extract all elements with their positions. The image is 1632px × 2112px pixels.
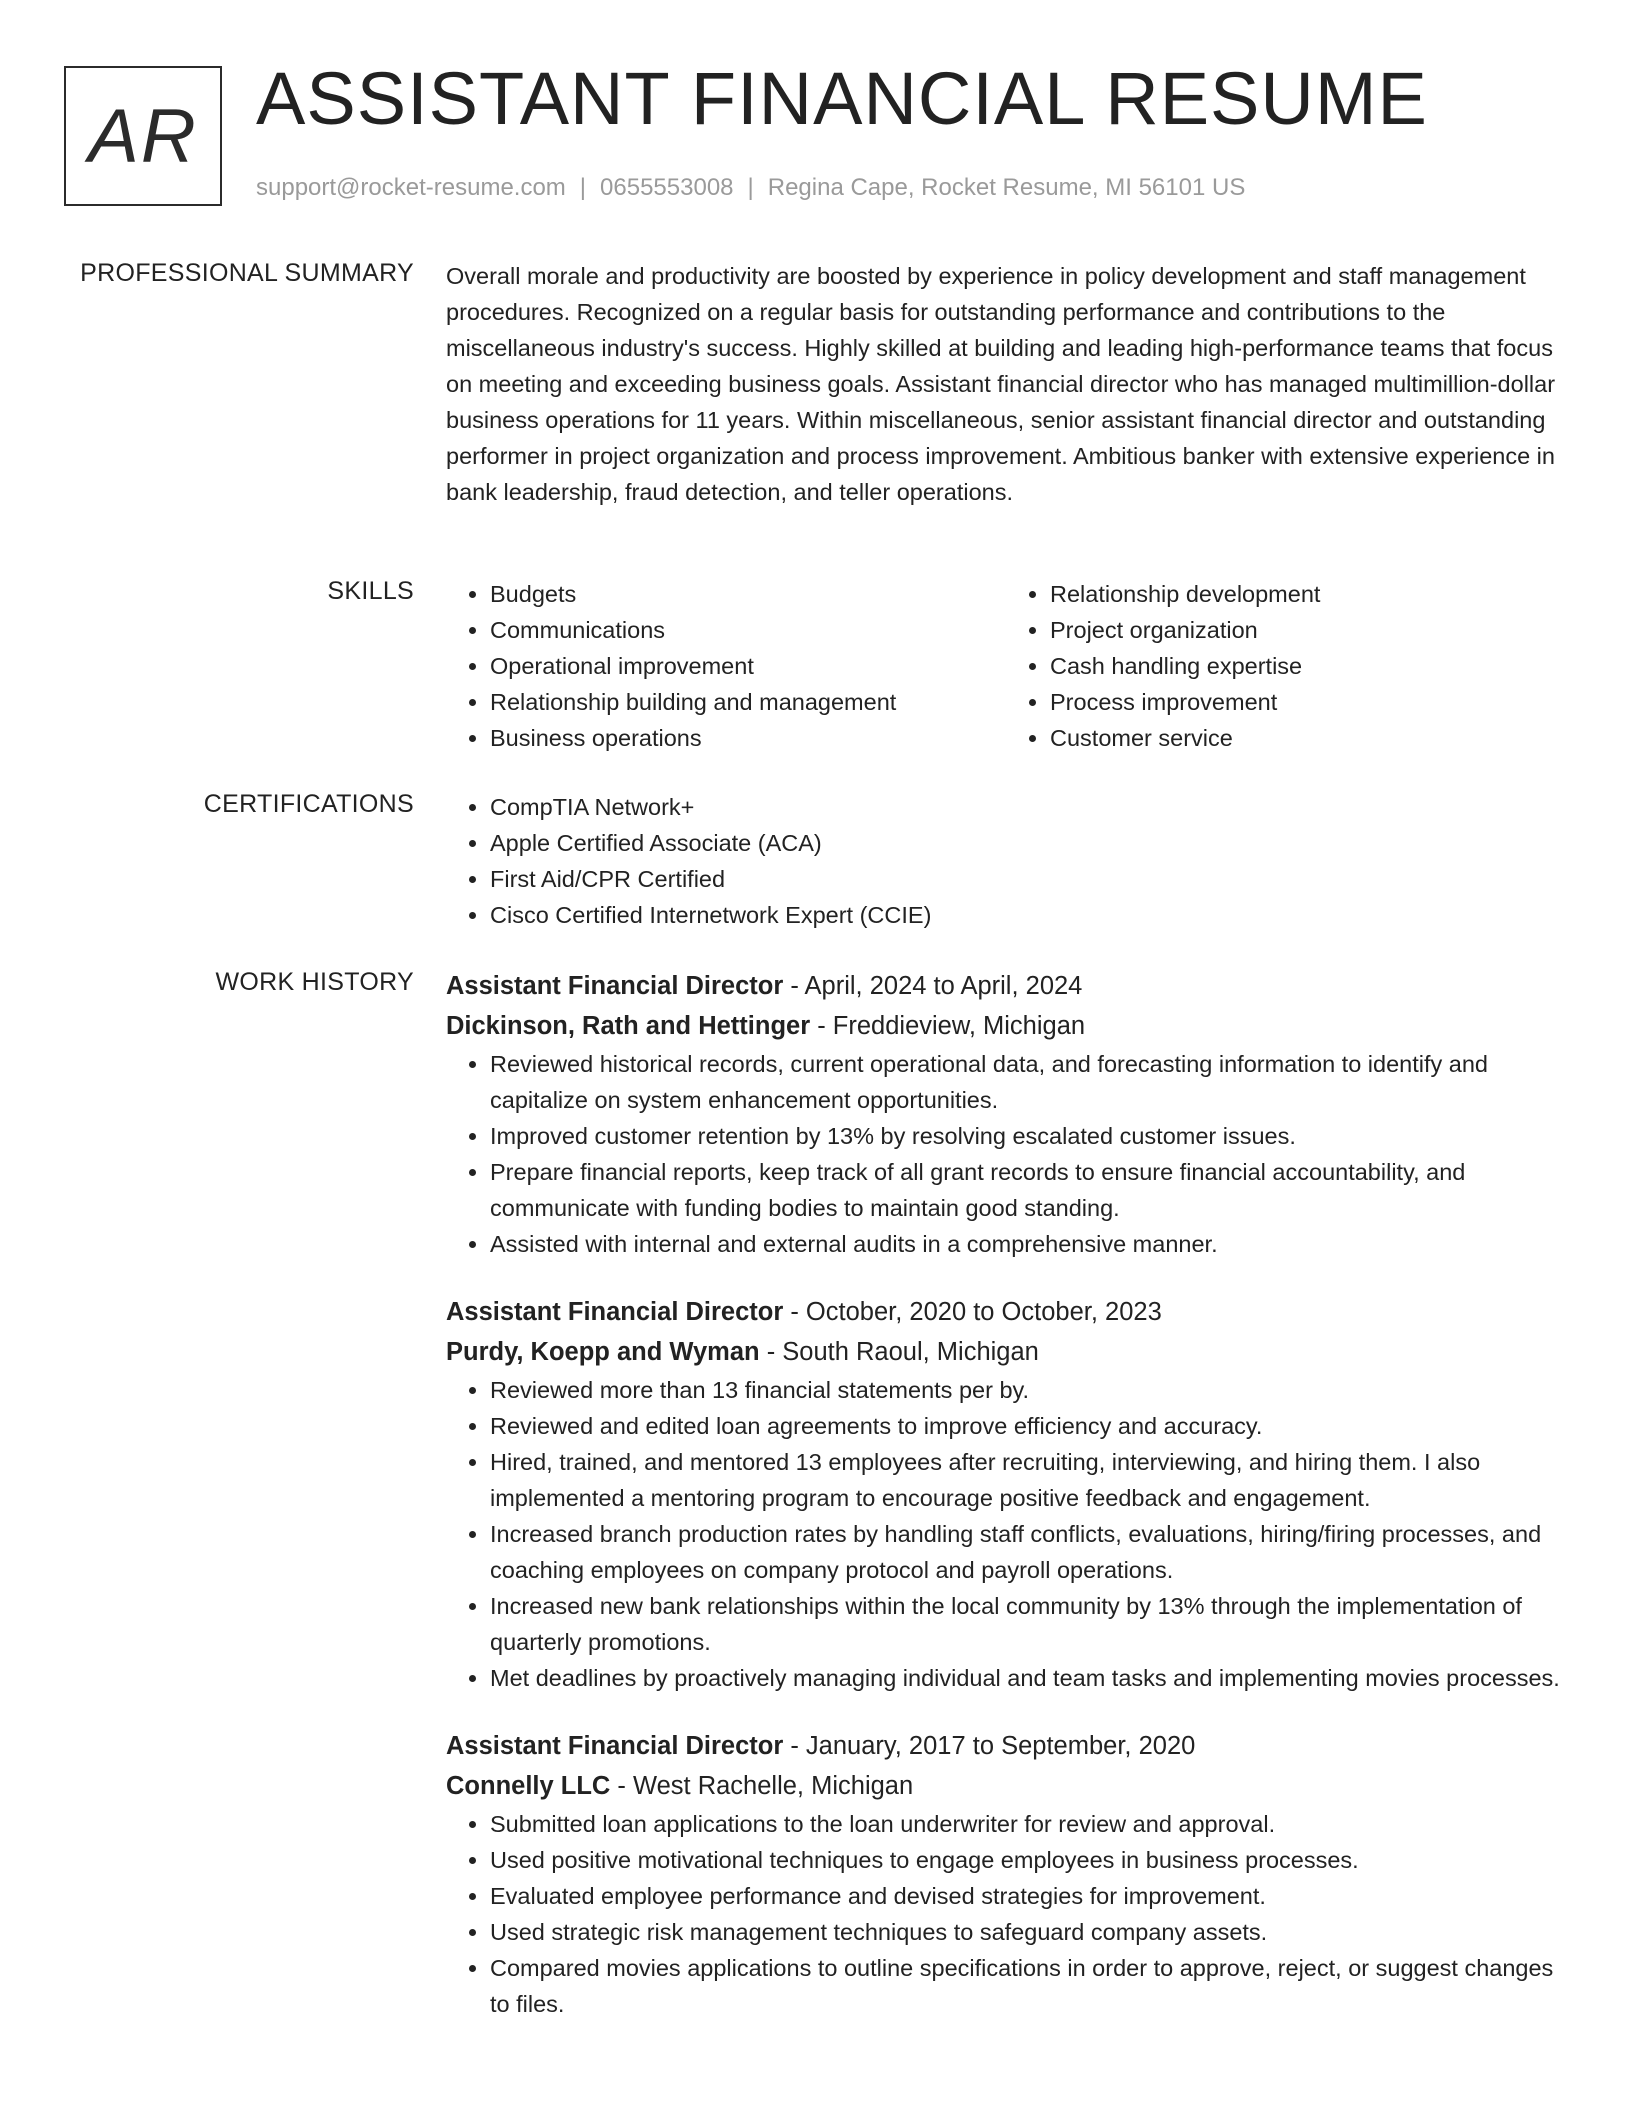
job-duty: • Compared movies applications to outline specifications in order to approve, reject, or suggest changes to files. [490, 1950, 1566, 2022]
skill-item: • Budgets [490, 576, 1006, 612]
certification-item: • Cisco Certified Internetwork Expert (CCIE) [490, 897, 1566, 933]
job-title-line [446, 1292, 1566, 1332]
job-title-line [446, 966, 1566, 1006]
job-dates: - October, 2020 to October, 2023 [783, 1298, 1162, 1326]
job-duty: • Reviewed more than 13 financial statements per by. [490, 1372, 1566, 1408]
job-duty: • Reviewed and edited loan agreements to improve efficiency and accuracy. [490, 1408, 1566, 1444]
monogram-initials: AR [88, 93, 198, 179]
contact-separator: | [579, 174, 587, 201]
skill-item: • Relationship building and management [490, 684, 1006, 720]
job-title-line [446, 1726, 1566, 1766]
job-company: Connelly LLC [446, 1772, 611, 1800]
job-duty: • Hired, trained, and mentored 13 employees after recruiting, interviewing, and hiring them. I also implemented a mentoring program to encourage positive feedback and engagement. [490, 1444, 1566, 1516]
skills-label: SKILLS [327, 577, 414, 605]
skill-item: • Cash handling expertise [1050, 648, 1566, 684]
job-company-line [446, 1332, 1566, 1372]
job-location: - South Raoul, Michigan [759, 1338, 1039, 1366]
job-duty: • Used strategic risk management techniques to safeguard company assets. [490, 1914, 1566, 1950]
job-duties-list [446, 1372, 1566, 1696]
contact-address: Regina Cape, Rocket Resume, MI 56101 US [767, 174, 1246, 201]
contact-line [256, 174, 1245, 202]
certification-item: • First Aid/CPR Certified [490, 861, 1566, 897]
skill-item: • Project organization [1050, 612, 1566, 648]
certification-item: • CompTIA Network+ [490, 789, 1566, 825]
job-duty: • Reviewed historical records, current operational data, and forecasting information to identify and capitalize on system enhancement opportunities. [490, 1046, 1566, 1118]
job-duties-list [446, 1806, 1566, 2022]
job-duty: • Submitted loan applications to the loan underwriter for review and approval. [490, 1806, 1566, 1842]
job-company: Purdy, Koepp and Wyman [446, 1338, 760, 1366]
summary-body [446, 258, 1566, 510]
job-company-line [446, 1766, 1566, 1806]
job-location: - Freddieview, Michigan [810, 1012, 1086, 1040]
job-entry [446, 966, 1566, 1262]
job-dates: - April, 2024 to April, 2024 [783, 972, 1083, 1000]
contact-phone: 0655553008 [600, 174, 734, 201]
job-duty: • Increased new bank relationships within the local community by 13% through the implementation of quarterly promotions. [490, 1588, 1566, 1660]
work-history-body [446, 966, 1566, 2052]
job-dates: - January, 2017 to September, 2020 [783, 1732, 1196, 1760]
skill-item: • Operational improvement [490, 648, 1006, 684]
certifications-body [446, 789, 1566, 933]
skills-list-left [446, 576, 1006, 756]
summary-text: Overall morale and productivity are boosted by experience in policy development and staff management procedures. Recognized on a regular basis for outstanding performance and contributions to the miscellaneous industry's success. Highly skilled at building and leading high-performance teams that focus on meeting and exceeding business goals. Assistant financial director who has managed multimillion-dollar business operations for 11 years. Within miscellaneous, senior assistant financial director and outstanding performer in project organization and process improvement. Ambitious banker with extensive experience in bank leadership, fraud detection, and teller operations. [446, 263, 1556, 505]
job-company-line [446, 1006, 1566, 1046]
job-duty: • Met deadlines by proactively managing individual and team tasks and implementing movies processes. [490, 1660, 1566, 1696]
job-title: Assistant Financial Director [446, 972, 784, 1000]
skills-grid [446, 576, 1566, 756]
monogram-badge [64, 66, 222, 206]
skill-item: • Relationship development [1050, 576, 1566, 612]
job-duty: • Improved customer retention by 13% by resolving escalated customer issues. [490, 1118, 1566, 1154]
job-duty: • Used positive motivational techniques to engage employees in business processes. [490, 1842, 1566, 1878]
summary-label: PROFESSIONAL SUMMARY [80, 259, 414, 287]
job-duty: • Evaluated employee performance and devised strategies for improvement. [490, 1878, 1566, 1914]
job-duty: • Assisted with internal and external audits in a comprehensive manner. [490, 1226, 1566, 1262]
skill-item: • Business operations [490, 720, 1006, 756]
job-duty: • Prepare financial reports, keep track of all grant records to ensure financial accountability, and communicate with funding bodies to maintain good standing. [490, 1154, 1566, 1226]
job-title: Assistant Financial Director [446, 1732, 784, 1760]
skill-item: • Customer service [1050, 720, 1566, 756]
certification-item: • Apple Certified Associate (ACA) [490, 825, 1566, 861]
contact-email: support@rocket-resume.com [256, 174, 566, 201]
certifications-list [446, 789, 1566, 933]
skill-item: • Communications [490, 612, 1006, 648]
contact-separator: | [747, 174, 754, 201]
skills-list-right [1006, 576, 1566, 756]
job-title: Assistant Financial Director [446, 1298, 784, 1326]
job-entry [446, 1292, 1566, 1696]
job-location: - West Rachelle, Michigan [610, 1772, 914, 1800]
job-duty: • Increased branch production rates by handling staff conflicts, evaluations, hiring/firing processes, and coaching employees on company protocol and payroll operations. [490, 1516, 1566, 1588]
job-duties-list [446, 1046, 1566, 1262]
resume-title: ASSISTANT FINANCIAL RESUME [256, 57, 1428, 140]
job-company: Dickinson, Rath and Hettinger [446, 1012, 811, 1040]
work-history-label: WORK HISTORY [215, 968, 414, 996]
certifications-label: CERTIFICATIONS [203, 790, 414, 818]
skill-item: • Process improvement [1050, 684, 1566, 720]
job-entry [446, 1726, 1566, 2022]
